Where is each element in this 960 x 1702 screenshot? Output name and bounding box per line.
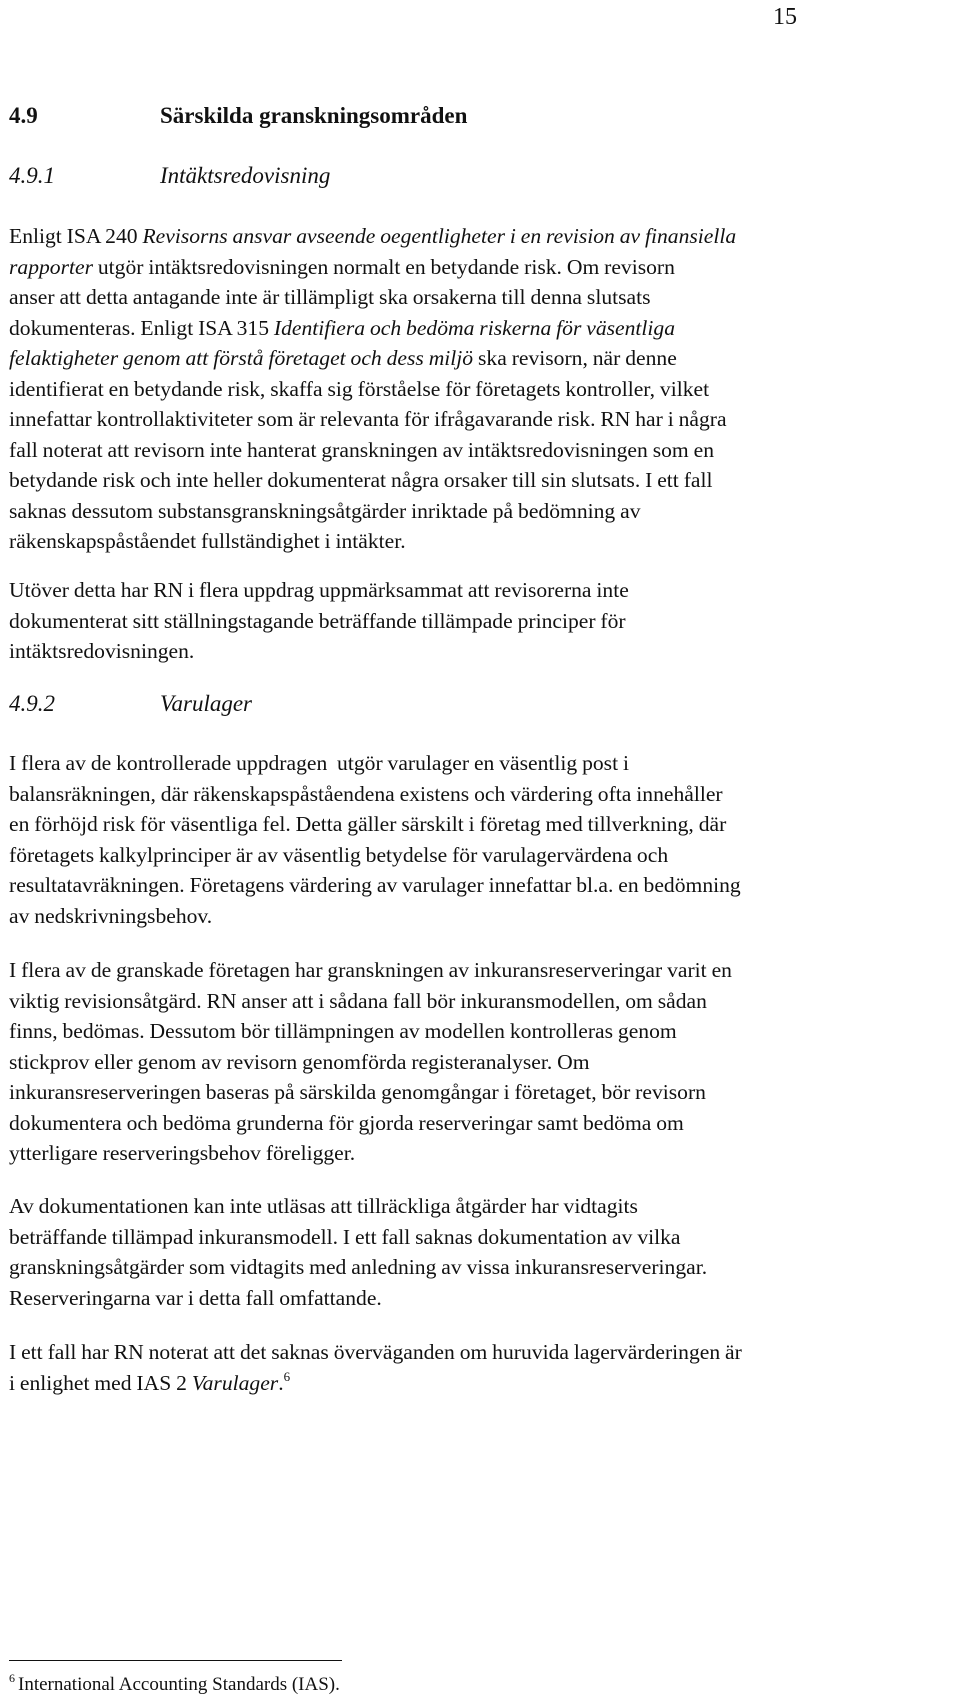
- text-line: stickprov eller genom av revisorn genomförda registeranalyser. Om: [9, 1049, 590, 1074]
- text-line: företagets kalkylprinciper är av väsentlig betydelse för varulagervärdena och: [9, 842, 669, 867]
- text-line: finns, bedömas. Dessutom bör tillämpningen av modellen kontrolleras genom: [9, 1019, 677, 1043]
- text-line: dokumenteras. Enligt ISA 315 Identifiera och bedöma riskerna för väsentliga: [9, 315, 676, 340]
- page-number: 15: [773, 4, 797, 30]
- text-line: intäktsredovisningen.: [9, 639, 195, 663]
- footnote: [9, 1673, 340, 1697]
- paragraph-varulager-4: [9, 1337, 959, 1398]
- text-line: saknas dessutom substansgranskningsåtgärder inriktade på bedömning av: [9, 498, 641, 523]
- text-line: innefattar kontrollaktiviteter som är relevanta för ifrågavarande risk. RN har i några: [9, 407, 727, 431]
- text-line: balansräkningen, där räkenskapspåståendena existens och värdering ofta innehåller: [9, 781, 723, 806]
- paragraph-intakt-1: [9, 221, 959, 557]
- text-line: I ett fall har RN noterat att det saknas överväganden om huruvida lagervärderingen är: [9, 1340, 742, 1364]
- subsection-heading-intaktsredovisning: [9, 161, 330, 191]
- text-line: anser att detta antagande inte är tillämpligt ska orsakerna till denna slutsats: [9, 285, 651, 309]
- paragraph-varulager-1: [9, 748, 959, 931]
- subsection-heading-varulager: [9, 689, 252, 719]
- text-line: ytterligare reserveringsbehov föreligger.: [9, 1141, 356, 1165]
- text-line: identifierat en betydande risk, skaffa sig förståelse för företagets kontroller, vilket: [9, 376, 710, 401]
- paragraph-varulager-2: [9, 955, 959, 1169]
- text-line: Enligt ISA 240 Revisorns ansvar avseende oegentligheter i en revision av finansiella: [9, 224, 737, 248]
- section-heading: [9, 101, 467, 131]
- text-line: I flera av de granskade företagen har granskningen av inkuransreserveringar varit en: [9, 958, 732, 982]
- text-line: I flera av de kontrollerade uppdragen utgör varulager en väsentlig post i: [9, 751, 629, 775]
- subsection-number: 4.9.2: [9, 691, 55, 716]
- text-line: dokumentera och bedöma grunderna för gjorda reserveringar samt bedöma om: [9, 1110, 684, 1135]
- text-line: viktig revisionsåtgärd. RN anser att i sådana fall bör inkuransmodellen, om sådan: [9, 988, 707, 1013]
- subsection-title: Varulager: [160, 691, 252, 716]
- text-line: beträffande tillämpad inkuransmodell. I ett fall saknas dokumentation av vilka: [9, 1224, 681, 1249]
- text-line: i enlighet med IAS 2 Varulager.$^6$: [9, 1368, 291, 1395]
- text-line: en förhöjd risk för väsentliga fel. Detta gäller särskilt i företag med tillverkning, där: [9, 812, 727, 836]
- text-line: inkuransreserveringen baseras på särskilda genomgångar i företaget, bör revisorn: [9, 1080, 706, 1104]
- text-line: rapporter utgör intäktsredovisningen normalt en betydande risk. Om revisorn: [9, 254, 675, 279]
- text-line: betydande risk och inte heller dokumenterat några orsaker till sin slutsats. I ett fall: [9, 468, 713, 492]
- text-line: Reserveringarna var i detta fall omfattande.: [9, 1285, 382, 1310]
- section-title: Särskilda granskningsområden: [160, 103, 468, 128]
- text-line: Utöver detta har RN i flera uppdrag uppmärksammat att revisorerna inte: [9, 578, 629, 602]
- text-line: Av dokumentationen kan inte utläsas att tillräckliga åtgärder har vidtagits: [9, 1194, 638, 1218]
- text-line: räkenskapspåståendet fullständighet i intäkter.: [9, 529, 406, 553]
- footnote-separator: [9, 1660, 342, 1661]
- text-line: granskningsåtgärder som vidtagits med anledning av vissa inkuransreserveringar.: [9, 1255, 708, 1279]
- text-line: felaktigheter genom att förstå företaget och dess miljö ska revisorn, när denne: [9, 346, 677, 370]
- footnote-reference[interactable]: 6: [283, 1368, 291, 1384]
- text-line: dokumenterat sitt ställningstagande beträffande tillämpade principer för: [9, 608, 626, 633]
- paragraph-varulager-3: [9, 1191, 959, 1313]
- subsection-number: 4.9.1: [9, 163, 55, 188]
- subsection-title: Intäktsredovisning: [160, 163, 331, 188]
- text-line: av nedskrivningsbehov.: [9, 903, 213, 928]
- footnote-text: International Accounting Standards (IAS).: [18, 1674, 340, 1695]
- paragraph-intakt-2: [9, 575, 959, 667]
- text-line: fall noterat att revisorn inte hanterat granskningen av intäktsredovisningen som en: [9, 437, 714, 462]
- section-number: 4.9: [9, 103, 38, 128]
- text-line: resultatavräkningen. Företagens värdering av varulager innefattar bl.a. en bedömning: [9, 873, 741, 897]
- footnote-number: 6: [9, 1671, 15, 1685]
